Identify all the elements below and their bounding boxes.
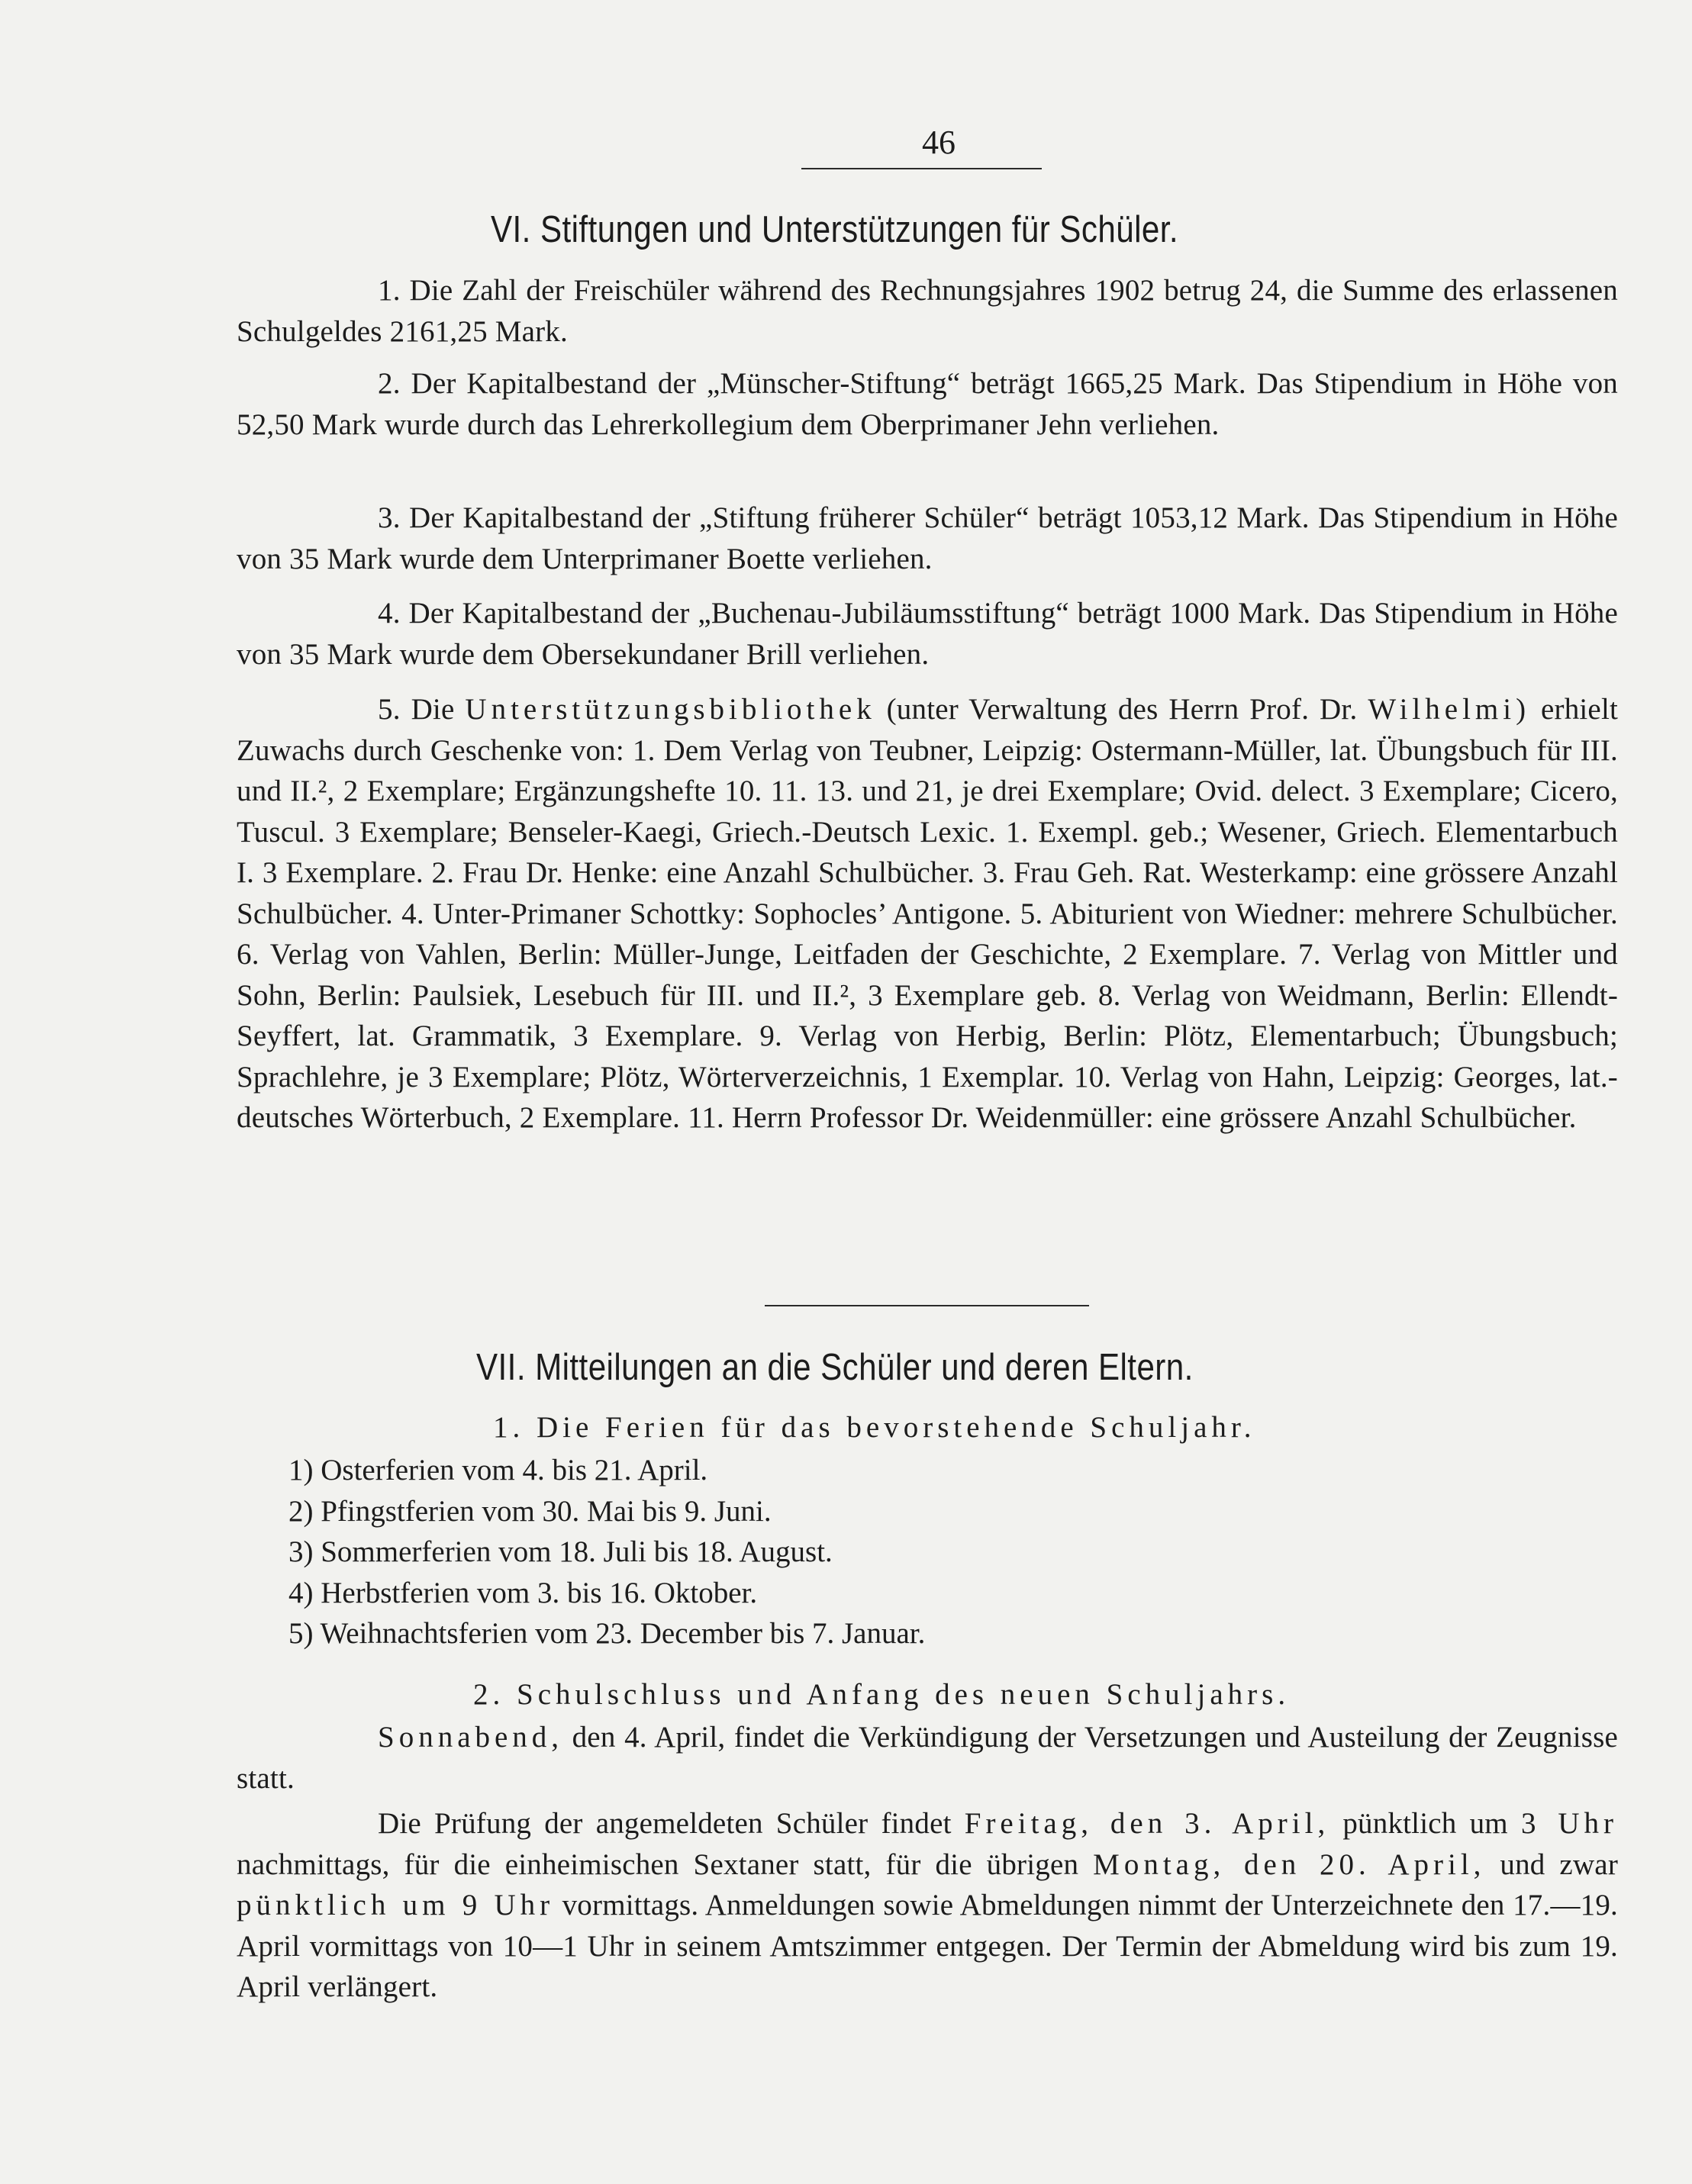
list-item: 4) Herbstferien vom 3. bis 16. Oktober. <box>288 1576 758 1609</box>
p5-spaced-title: Unterstützungsbibliothek <box>465 693 876 726</box>
p10-g: und zwar <box>1500 1847 1619 1881</box>
list-item: 3) Sommerferien vom 18. Juli bis 18. August. <box>288 1535 833 1568</box>
p5-rest: erhielt Zuwachs durch Geschenke von: 1. Dem Verlag von Teubner, Leipzig: Ostermann-Müller, lat. Übungsbuch für III. und II.², 2 Exemplare; Ergänzungshefte 10. 11. 13. und 21, je drei Exemplare; Ovid. delect. 3 Exemplare; Cicero, Tuscul. 3 Exemplare; Benseler-Kaegi, Griech.-Deutsch Lexic. 1. Exempl. geb.; Wesener, Griech. Elementarbuch I. 3 Exemplare. 2. Frau Dr. Henke: eine Anzahl Schulbücher. 3. Frau Geh. Rat. Westerkamp: eine grössere Anzahl Schulbücher. 4. Unter-Primaner Schottky: Sophocles’ Antigone. 5. Abiturient von Wiedner: mehrere Schulbücher. 6. Verlag von Vahlen, Berlin: Müller-Junge, Leitfaden der Geschichte, 2 Exemplare. 7. Verlag von Mittler und Sohn, Berlin: Paulsiek, Lesebuch für III. und II.², 3 Exemplare geb. 8. Verlag von Weidmann, Berlin: Ellendt-Seyffert, lat. Grammatik, 3 Exemplare. 9. Verlag von Herbig, Berlin: Plötz, Elementarbuch; Übungsbuch; Sprachlehre, je 3 Exemplare; Plötz, Wörterverzeichnis, 1 Exemplar. 10. Verlag von Hahn, Leipzig: Georges, lat.-deutsches Wörterbuch, 2 Exemplare. 11. Herrn Professor Dr. Weidenmüller: eine grössere Anzahl Schulbücher. <box>237 693 1619 1134</box>
subheading-ferien: 1. Die Ferien für das bevorstehende Schuljahr. <box>493 1411 1256 1444</box>
section-vii-heading: VII. Mitteilungen an die Schüler und deren Eltern. <box>476 1347 1194 1388</box>
paragraph-pruefung <box>237 1803 1618 2008</box>
p10-a: Die Prüfung der angemeldeten Schüler findet <box>378 1807 952 1840</box>
p9-rest: den 4. April, findet die Verkündigung der Versetzungen und Austeilung der Zeugnisse statt. <box>237 1721 1618 1795</box>
p5-num: 5. Die <box>378 693 455 726</box>
section-vi-heading: VI. Stiftungen und Unterstützungen für Schüler. <box>491 209 1179 250</box>
section-divider <box>765 1305 1089 1306</box>
p10-h: pünktlich um 9 Uhr <box>237 1889 555 1921</box>
p9-spaced: Sonnabend, <box>378 1721 564 1754</box>
header-rule <box>801 168 1042 169</box>
subheading-schulschluss: 2. Schulschluss und Anfang des neuen Schuljahrs. <box>473 1678 1291 1711</box>
p10-e: nachmittags, für die einheimischen Sextaner statt, für die übrigen <box>237 1847 1079 1881</box>
paragraph-sonnabend <box>237 1717 1618 1799</box>
p5-mid: (unter Verwaltung des Herrn Prof. Dr. <box>886 693 1358 726</box>
paragraph-unterstuetzungsbibliothek <box>237 689 1618 1139</box>
paragraph-stiftung-frueherer-schueler: 3. Der Kapitalbestand der „Stiftung früherer Schüler“ beträgt 1053,12 Mark. Das Stipendium in Höhe von 35 Mark wurde dem Unterprimaner Boette verliehen. <box>237 501 1618 575</box>
paragraph-freischueler: 1. Die Zahl der Freischüler während des Rechnungsjahres 1902 betrug 24, die Summe des erlassenen Schulgeldes 2161,25 Mark. <box>237 274 1618 348</box>
p10-f: Montag, den 20. April, <box>1093 1847 1486 1881</box>
p10-b: Freitag, den 3. April, <box>964 1807 1330 1840</box>
p10-i: vormittags. Anmeldungen sowie Abmeldungen nimmt der Unterzeichnete den 17.—19. April vormittags von 10—1 Uhr in seinem Amtszimmer entgegen. Der Termin der Abmeldung wird bis zum 19. April verlängert. <box>237 1889 1619 2003</box>
paragraph-muenscher-stiftung: 2. Der Kapitalbestand der „Münscher-Stiftung“ beträgt 1665,25 Mark. Das Stipendium in Höhe von 52,50 Mark wurde durch das Lehrerkollegium dem Oberprimaner Jehn verliehen. <box>237 367 1618 441</box>
page-number: 46 <box>922 124 956 161</box>
paragraph-buchenau-stiftung: 4. Der Kapitalbestand der „Buchenau-Jubiläumsstiftung“ beträgt 1000 Mark. Das Stipendium in Höhe von 35 Mark wurde dem Obersekundaner Brill verliehen. <box>237 597 1618 671</box>
list-item: 2) Pfingstferien vom 30. Mai bis 9. Juni. <box>288 1494 772 1528</box>
holiday-list <box>288 1450 925 1654</box>
p10-c: pünktlich um <box>1342 1807 1508 1840</box>
p10-d: 3 Uhr <box>1520 1807 1619 1840</box>
p5-spaced-name: Wilhelmi) <box>1368 693 1531 726</box>
list-item: 1) Osterferien vom 4. bis 21. April. <box>288 1454 708 1487</box>
list-item: 5) Weihnachtsferien vom 23. December bis 7. Januar. <box>288 1617 926 1650</box>
